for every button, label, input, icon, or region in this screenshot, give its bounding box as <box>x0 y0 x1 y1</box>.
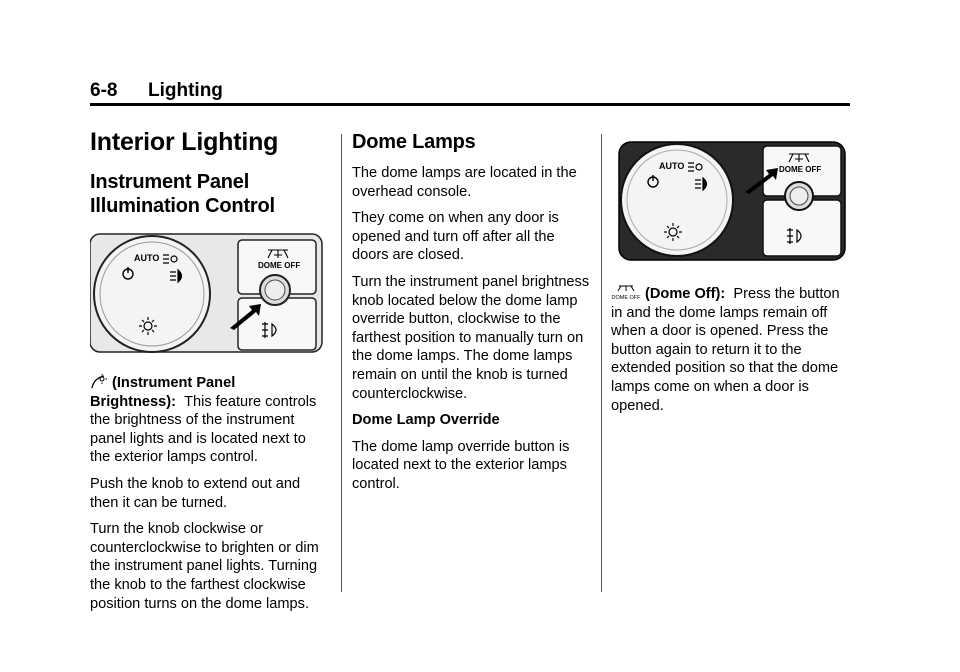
term-dome-off: (Dome Off): <box>645 286 726 302</box>
column-1 <box>90 128 330 621</box>
dome-off-control-figure <box>611 132 851 267</box>
paragraph: They come on when any door is opened and turn off after all the doors are closed. <box>352 210 559 264</box>
instrument-panel-brightness-icon <box>90 374 108 390</box>
instrument-panel-control-figure <box>90 228 330 368</box>
paragraph: Turn the knob clockwise or counterclockwise to brighten or dim the instrument panel lights. Turning the knob to the farthest clockwise position turns on the dome lamps. <box>90 521 319 612</box>
headlamp-icon <box>170 270 182 282</box>
auto-label: AUTO <box>134 253 160 263</box>
column-3 <box>611 128 851 423</box>
chapter-title: Lighting <box>148 80 223 101</box>
section-number: 6-8 <box>90 80 118 101</box>
subsection-heading: Instrument Panel Illumination Control <box>90 171 275 217</box>
auto-label: AUTO <box>659 161 685 171</box>
paragraph: Turn the instrument panel brightness knob located below the dome lamp override button, clockwise to the farthest position to manually turn on the dome lamps. The dome lamps remain on until the knob is turned counterclockwise. <box>352 273 590 402</box>
dome-off-label: DOME OFF <box>258 261 301 270</box>
term-instrument-panel-brightness: (Instrument Panel Brightness): <box>90 375 236 410</box>
column-divider <box>601 134 602 592</box>
page-header <box>90 80 223 102</box>
paragraph-title: Dome Lamp Override <box>352 412 500 429</box>
subsection-heading: Dome Lamps <box>352 131 476 153</box>
section-heading: Interior Lighting <box>90 128 279 156</box>
paragraph: The dome lamps are located in the overhead console. <box>352 165 577 200</box>
headlamp-icon <box>695 178 707 190</box>
svg-text:DOME OFF: DOME OFF <box>611 295 641 301</box>
term-description: This feature controls the brightness of the instrument panel lights and is located next to the exterior lamps control. <box>90 393 317 466</box>
column-2 <box>352 128 592 502</box>
column-divider <box>341 134 342 592</box>
dome-off-icon <box>611 285 641 301</box>
header-rule <box>90 103 850 106</box>
paragraph: Push the knob to extend out and then it can be turned. <box>90 475 301 511</box>
term-description: Press the button in and the dome lamps remain off when a door is opened. Press the button again to return it to the extended position so that the dome lamps come on when a door is opened. <box>611 286 840 414</box>
paragraph: The dome lamp override button is located next to the exterior lamps control. <box>352 438 570 492</box>
dome-off-label: DOME OFF <box>779 165 822 174</box>
